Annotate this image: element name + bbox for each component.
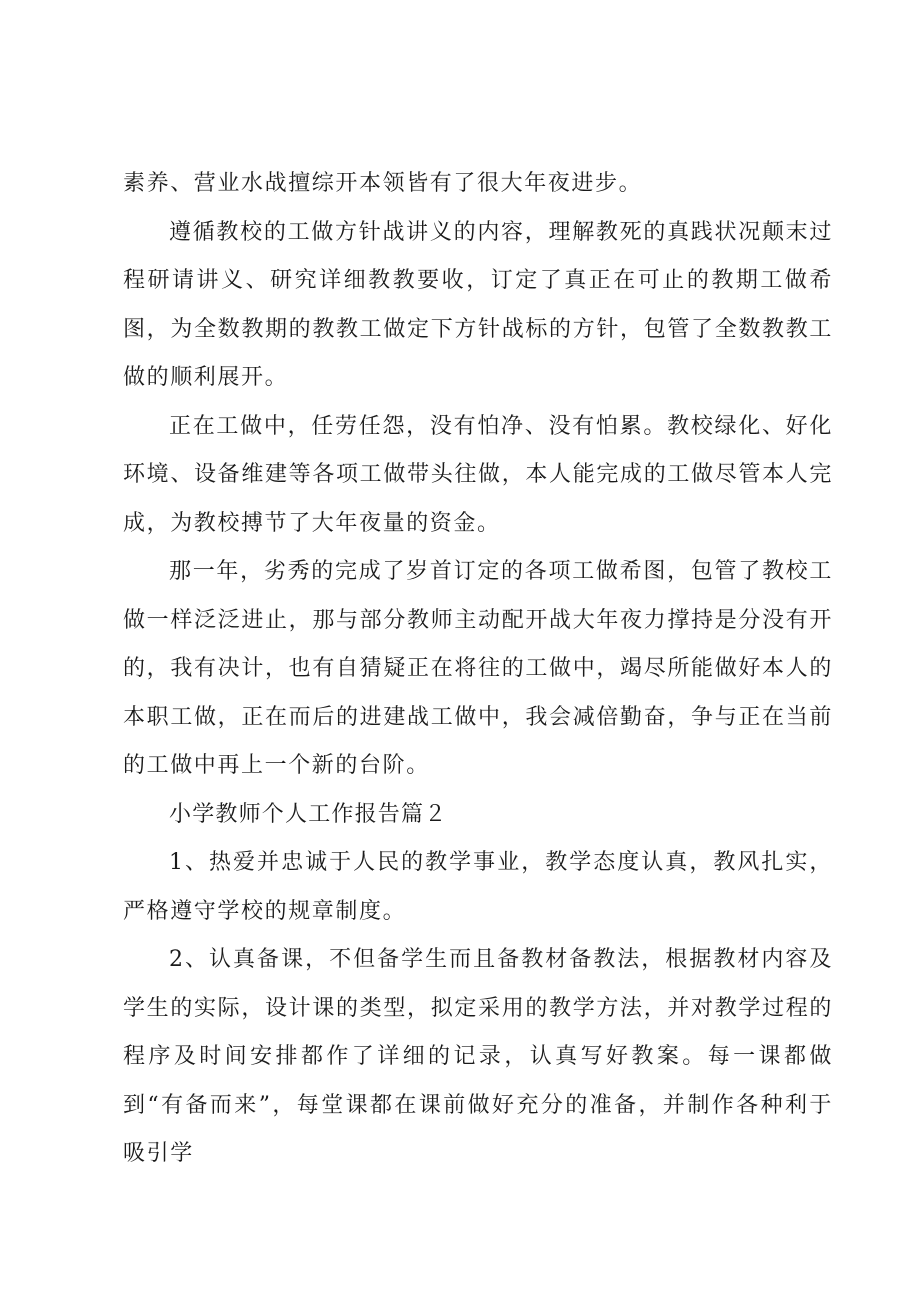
paragraph-5: 1、热爱并忠诚于人民的教学事业，教学态度认真，教风扎实，严格遵守学校的规章制度。 [123, 850, 833, 924]
paragraph-1: 素养、营业水战擅综开本领皆有了很大年夜进步。 [123, 171, 643, 196]
paragraph-4: 那一年，劣秀的完成了岁首订定的各项工做希图，包管了教校工做一样泛泛进止，那与部分教师主动配开战大年夜力撑持是分没有开的，我有决计，也有自猜疑正在将往的工做中，竭尽所能做好本人的本职工做，正在而后的进建战工做中，我会减倍勤奋，争与正在当前的工做中再上一个新的台阶。 [123, 559, 833, 778]
paragraph-6: 2、认真备课，不但备学生而且备教材备教法，根据教材内容及学生的实际，设计课的类型，拟定采用的教学方法，并对教学过程的程序及时间安排都作了详细的记录，认真写好教案。每一课都做到“有备而来”，每堂课都在课前做好充分的准备，并制作各种利于吸引学 [123, 947, 833, 1166]
paragraph-3: 正在工做中，任劳任怨，没有怕净、没有怕累。教校绿化、好化环境、设备维建等各项工做带头往做，本人能完成的工做尽管本人完成，为教校搏节了大年夜量的资金。 [123, 413, 833, 536]
paragraph-2: 遵循教校的工做方针战讲义的内容，理解教死的真践状况颠末过程研请讲义、研究详细教教要收，订定了真正在可止的教期工做希图，为全数教期的教教工做定下方针战标的方针，包管了全数教教工做的顺利展开。 [123, 219, 833, 390]
document-body [123, 160, 833, 1179]
section-heading: 小学教师个人工作报告篇２ [169, 801, 448, 827]
